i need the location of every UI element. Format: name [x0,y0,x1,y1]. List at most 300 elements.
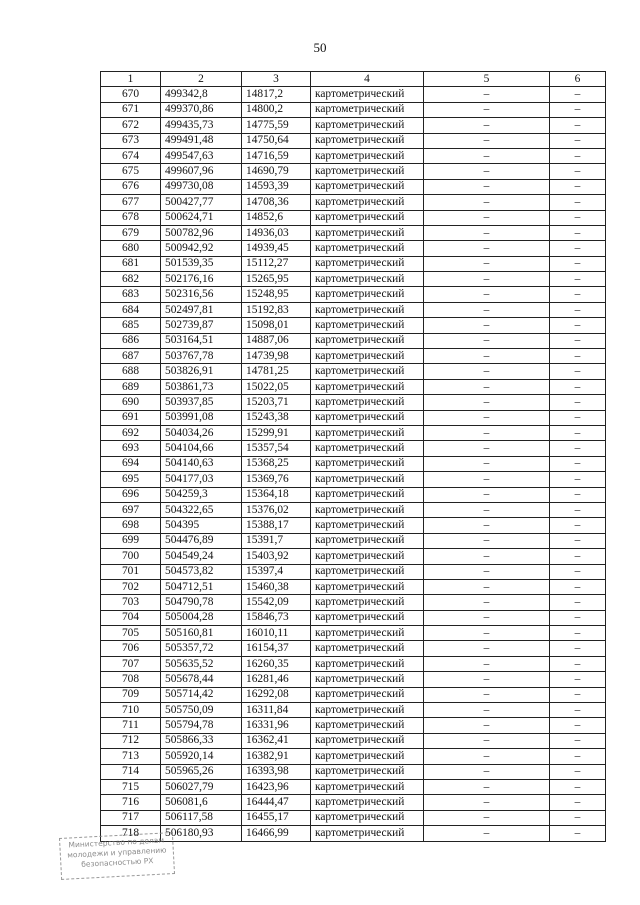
y-coordinate: 15299,91 [242,425,311,440]
point-number: 680 [101,241,161,256]
y-coordinate: 16260,35 [242,656,311,671]
point-number: 678 [101,210,161,225]
page-number: 50 [313,40,327,55]
x-coordinate: 504034,26 [161,425,242,440]
column-6-value: – [550,87,606,102]
y-coordinate: 15243,38 [242,410,311,425]
table-body [101,87,606,841]
method: картометрический [311,195,424,210]
column-5-value: – [424,441,550,456]
table-row [101,487,606,502]
method: картометрический [311,456,424,471]
table-row [101,118,606,133]
method: картометрический [311,579,424,594]
column-5-value: – [424,118,550,133]
column-6-value: – [550,256,606,271]
method: картометрический [311,133,424,148]
table-row [101,826,606,841]
x-coordinate: 504177,03 [161,472,242,487]
y-coordinate: 16466,99 [242,826,311,841]
table-row [101,579,606,594]
y-coordinate: 15364,18 [242,487,311,502]
method: картометрический [311,395,424,410]
x-coordinate: 505635,52 [161,656,242,671]
table-row [101,333,606,348]
point-number: 679 [101,225,161,240]
y-coordinate: 16154,37 [242,641,311,656]
method: картометрический [311,287,424,302]
point-number: 692 [101,425,161,440]
method: картометрический [311,256,424,271]
point-number: 684 [101,302,161,317]
y-coordinate: 14887,06 [242,333,311,348]
column-5-value: – [424,195,550,210]
stamp-line: молодежи и управлению [66,845,167,860]
y-coordinate: 15376,02 [242,502,311,517]
y-coordinate: 14800,2 [242,102,311,117]
column-5-value: – [424,579,550,594]
point-number: 673 [101,133,161,148]
column-6-value: – [550,487,606,502]
table-row [101,241,606,256]
method: картометрический [311,656,424,671]
point-number: 716 [101,795,161,810]
table-row [101,764,606,779]
y-coordinate: 16444,47 [242,795,311,810]
method: картометрический [311,441,424,456]
column-6-value: – [550,718,606,733]
table-row [101,179,606,194]
column-6-value: – [550,749,606,764]
point-number: 683 [101,287,161,302]
column-6-value: – [550,364,606,379]
method: картометрический [311,241,424,256]
point-number: 676 [101,179,161,194]
point-number: 682 [101,272,161,287]
method: картометрический [311,179,424,194]
x-coordinate: 505357,72 [161,641,242,656]
point-number: 706 [101,641,161,656]
point-number: 685 [101,318,161,333]
y-coordinate: 15369,76 [242,472,311,487]
y-coordinate: 16010,11 [242,626,311,641]
column-6-value: – [550,425,606,440]
y-coordinate: 15403,92 [242,549,311,564]
x-coordinate: 504476,89 [161,533,242,548]
x-coordinate: 504140,63 [161,456,242,471]
method: картометрический [311,164,424,179]
method: картометрический [311,672,424,687]
table-row [101,148,606,163]
point-number: 677 [101,195,161,210]
x-coordinate: 503937,85 [161,395,242,410]
x-coordinate: 504549,24 [161,549,242,564]
table-row [101,225,606,240]
column-5-value: – [424,795,550,810]
point-number: 686 [101,333,161,348]
column-5-value: – [424,425,550,440]
point-number: 718 [101,826,161,841]
column-5-value: – [424,102,550,117]
column-5-value: – [424,656,550,671]
table-row [101,364,606,379]
method: картометрический [311,703,424,718]
column-5-value: – [424,225,550,240]
method: картометрический [311,564,424,579]
column-6-value: – [550,810,606,825]
column-5-value: – [424,595,550,610]
column-5-value: – [424,487,550,502]
column-6-value: – [550,179,606,194]
method: картометрический [311,425,424,440]
column-5-value: – [424,395,550,410]
method: картометрический [311,210,424,225]
column-5-value: – [424,549,550,564]
method: картометрический [311,733,424,748]
method: картометрический [311,749,424,764]
table-row [101,164,606,179]
x-coordinate: 502739,87 [161,318,242,333]
method: картометрический [311,826,424,841]
x-coordinate: 500427,77 [161,195,242,210]
column-header: 4 [311,72,424,87]
column-6-value: – [550,379,606,394]
point-number: 708 [101,672,161,687]
method: картометрический [311,610,424,625]
column-5-value: – [424,687,550,702]
method: картометрический [311,687,424,702]
column-5-value: – [424,410,550,425]
column-5-value: – [424,256,550,271]
column-6-value: – [550,626,606,641]
point-number: 701 [101,564,161,579]
y-coordinate: 15368,25 [242,456,311,471]
column-5-value: – [424,210,550,225]
column-6-value: – [550,333,606,348]
column-5-value: – [424,287,550,302]
column-6-value: – [550,641,606,656]
column-6-value: – [550,272,606,287]
y-coordinate: 15203,71 [242,395,311,410]
column-6-value: – [550,472,606,487]
method: картометрический [311,349,424,364]
stamp-line: безопасностью РХ [81,856,154,869]
column-5-value: – [424,133,550,148]
x-coordinate: 506081,6 [161,795,242,810]
table-row [101,626,606,641]
table-row [101,703,606,718]
point-number: 702 [101,579,161,594]
method: картометрический [311,502,424,517]
office-stamp [59,832,175,880]
table-row [101,672,606,687]
x-coordinate: 501539,35 [161,256,242,271]
column-5-value: – [424,626,550,641]
point-number: 711 [101,718,161,733]
column-6-value: – [550,241,606,256]
column-6-value: – [550,672,606,687]
table-row [101,456,606,471]
column-header: 6 [550,72,606,87]
x-coordinate: 504712,51 [161,579,242,594]
column-6-value: – [550,779,606,794]
x-coordinate: 505965,26 [161,764,242,779]
column-6-value: – [550,656,606,671]
y-coordinate: 15542,09 [242,595,311,610]
point-number: 688 [101,364,161,379]
method: картометрический [311,595,424,610]
column-6-value: – [550,395,606,410]
column-6-value: – [550,102,606,117]
table-row [101,256,606,271]
y-coordinate: 16292,08 [242,687,311,702]
y-coordinate: 15098,01 [242,318,311,333]
table-row [101,733,606,748]
table-row [101,302,606,317]
x-coordinate: 499491,48 [161,133,242,148]
method: картометрический [311,302,424,317]
column-5-value: – [424,302,550,317]
method: картометрический [311,272,424,287]
point-number: 672 [101,118,161,133]
table-row [101,102,606,117]
table-row [101,287,606,302]
column-5-value: – [424,810,550,825]
x-coordinate: 500624,71 [161,210,242,225]
x-coordinate: 506117,58 [161,810,242,825]
column-5-value: – [424,518,550,533]
method: картометрический [311,795,424,810]
x-coordinate: 503826,91 [161,364,242,379]
column-6-value: – [550,518,606,533]
method: картометрический [311,102,424,117]
point-number: 675 [101,164,161,179]
column-6-value: – [550,133,606,148]
point-number: 712 [101,733,161,748]
column-6-value: – [550,118,606,133]
column-5-value: – [424,456,550,471]
x-coordinate: 502176,16 [161,272,242,287]
x-coordinate: 499607,96 [161,164,242,179]
y-coordinate: 15357,54 [242,441,311,456]
method: картометрический [311,718,424,733]
y-coordinate: 15397,4 [242,564,311,579]
point-number: 715 [101,779,161,794]
y-coordinate: 15265,95 [242,272,311,287]
coordinates-table [100,71,606,842]
table-row [101,379,606,394]
x-coordinate: 504395 [161,518,242,533]
x-coordinate: 504322,65 [161,502,242,517]
method: картометрический [311,333,424,348]
y-coordinate: 16393,98 [242,764,311,779]
point-number: 670 [101,87,161,102]
column-6-value: – [550,195,606,210]
column-5-value: – [424,672,550,687]
column-6-value: – [550,148,606,163]
x-coordinate: 499435,73 [161,118,242,133]
column-6-value: – [550,441,606,456]
y-coordinate: 16311,84 [242,703,311,718]
column-6-value: – [550,287,606,302]
x-coordinate: 503991,08 [161,410,242,425]
column-5-value: – [424,641,550,656]
x-coordinate: 505750,09 [161,703,242,718]
column-6-value: – [550,764,606,779]
column-6-value: – [550,610,606,625]
column-5-value: – [424,703,550,718]
column-6-value: – [550,703,606,718]
stamp-line: Министерство по делам [68,835,165,850]
column-5-value: – [424,349,550,364]
x-coordinate: 504573,82 [161,564,242,579]
point-number: 698 [101,518,161,533]
y-coordinate: 14593,39 [242,179,311,194]
table-row [101,687,606,702]
x-coordinate: 504104,66 [161,441,242,456]
column-header: 1 [101,72,161,87]
y-coordinate: 15391,7 [242,533,311,548]
table-row [101,441,606,456]
column-6-value: – [550,687,606,702]
table-row [101,425,606,440]
x-coordinate: 505794,78 [161,718,242,733]
x-coordinate: 502316,56 [161,287,242,302]
column-6-value: – [550,502,606,517]
y-coordinate: 16362,41 [242,733,311,748]
x-coordinate: 505004,28 [161,610,242,625]
method: картометрический [311,410,424,425]
column-5-value: – [424,564,550,579]
x-coordinate: 506027,79 [161,779,242,794]
method: картометрический [311,641,424,656]
table-row [101,810,606,825]
column-6-value: – [550,549,606,564]
y-coordinate: 16423,96 [242,779,311,794]
point-number: 709 [101,687,161,702]
point-number: 681 [101,256,161,271]
y-coordinate: 14708,36 [242,195,311,210]
point-number: 687 [101,349,161,364]
table-row [101,641,606,656]
y-coordinate: 16281,46 [242,672,311,687]
column-5-value: – [424,241,550,256]
table-row [101,549,606,564]
x-coordinate: 505866,33 [161,733,242,748]
point-number: 700 [101,549,161,564]
table-row [101,795,606,810]
y-coordinate: 14852,6 [242,210,311,225]
method: картометрический [311,810,424,825]
column-5-value: – [424,610,550,625]
method: картометрический [311,148,424,163]
table-row [101,133,606,148]
point-number: 697 [101,502,161,517]
table-row [101,718,606,733]
x-coordinate: 505160,81 [161,626,242,641]
column-5-value: – [424,718,550,733]
table-row [101,395,606,410]
point-number: 691 [101,410,161,425]
column-6-value: – [550,533,606,548]
y-coordinate: 14775,59 [242,118,311,133]
point-number: 690 [101,395,161,410]
method: картометрический [311,225,424,240]
column-6-value: – [550,225,606,240]
point-number: 713 [101,749,161,764]
method: картометрический [311,87,424,102]
y-coordinate: 14690,79 [242,164,311,179]
table-row [101,502,606,517]
point-number: 695 [101,472,161,487]
point-number: 699 [101,533,161,548]
point-number: 707 [101,656,161,671]
table-row [101,195,606,210]
y-coordinate: 15192,83 [242,302,311,317]
y-coordinate: 16331,96 [242,718,311,733]
column-6-value: – [550,795,606,810]
column-5-value: – [424,502,550,517]
point-number: 694 [101,456,161,471]
method: картометрический [311,364,424,379]
y-coordinate: 14750,64 [242,133,311,148]
column-6-value: – [550,164,606,179]
point-number: 705 [101,626,161,641]
table-row [101,272,606,287]
x-coordinate: 499730,08 [161,179,242,194]
column-5-value: – [424,364,550,379]
x-coordinate: 504790,78 [161,595,242,610]
x-coordinate: 504259,3 [161,487,242,502]
x-coordinate: 505714,42 [161,687,242,702]
y-coordinate: 15022,05 [242,379,311,394]
column-5-value: – [424,333,550,348]
column-header: 5 [424,72,550,87]
x-coordinate: 502497,81 [161,302,242,317]
table-row [101,518,606,533]
y-coordinate: 14817,2 [242,87,311,102]
method: картометрический [311,779,424,794]
column-5-value: – [424,179,550,194]
column-5-value: – [424,749,550,764]
x-coordinate: 500782,96 [161,225,242,240]
point-number: 689 [101,379,161,394]
point-number: 704 [101,610,161,625]
point-number: 671 [101,102,161,117]
y-coordinate: 15248,95 [242,287,311,302]
table-row [101,779,606,794]
column-5-value: – [424,379,550,394]
point-number: 714 [101,764,161,779]
point-number: 717 [101,810,161,825]
y-coordinate: 14939,45 [242,241,311,256]
column-5-value: – [424,533,550,548]
table-row [101,349,606,364]
method: картометрический [311,549,424,564]
column-6-value: – [550,349,606,364]
point-number: 674 [101,148,161,163]
method: картометрический [311,626,424,641]
x-coordinate: 500942,92 [161,241,242,256]
point-number: 693 [101,441,161,456]
column-5-value: – [424,779,550,794]
point-number: 710 [101,703,161,718]
y-coordinate: 14781,25 [242,364,311,379]
column-5-value: – [424,148,550,163]
method: картометрический [311,318,424,333]
y-coordinate: 15460,38 [242,579,311,594]
x-coordinate: 499370,86 [161,102,242,117]
